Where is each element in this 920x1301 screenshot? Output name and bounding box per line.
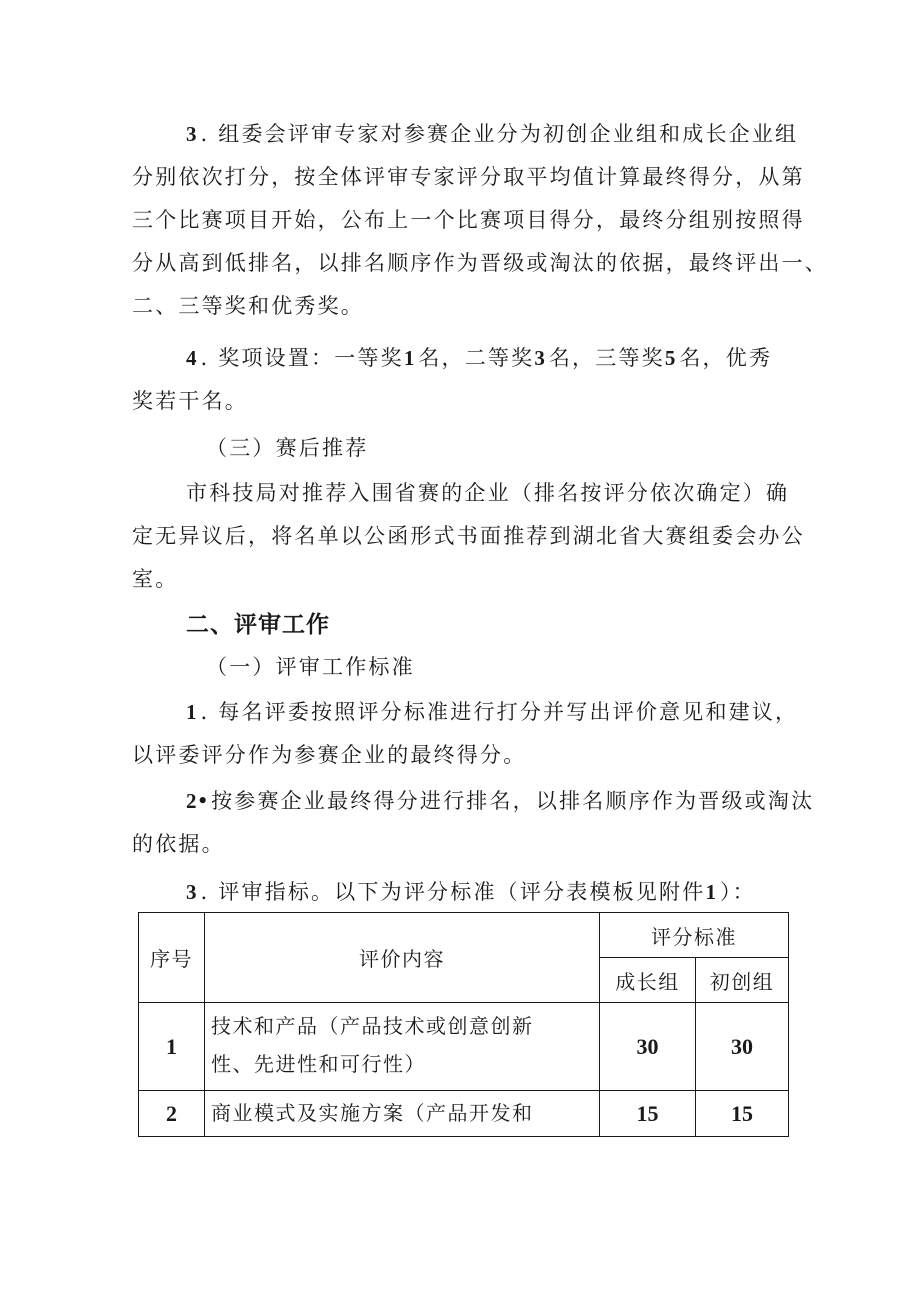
row-content: 技术和产品（产品技术或创意创新 性、先进性和可行性） [205, 1003, 600, 1091]
para-3-line-4: 分从高到低排名，以排名顺序作为晋级或淘汰的依据，最终评出一、 [132, 251, 828, 275]
header-startup: 初创组 [696, 958, 789, 1003]
para-3-line-2: 分别依次打分，按全体评审专家评分取平均值计算最终得分，从第 [132, 165, 805, 189]
recommend-line-2: 定无异议后，将名单以公函形式书面推荐到湖北省大赛组委会办公 [132, 524, 805, 548]
row-startup-score: 15 [696, 1091, 789, 1137]
para-4-line-2: 奖若干名。 [132, 389, 248, 413]
standard-3-line-1: 3 . 评审指标。以下为评分标准（评分表模板见附件1 ）： [186, 880, 756, 904]
row-growth-score: 30 [600, 1003, 696, 1091]
header-score: 评分标准 [600, 913, 789, 958]
header-growth: 成长组 [600, 958, 696, 1003]
row-no: 1 [139, 1003, 205, 1091]
standard-2-line-1: 2•按参赛企业最终得分进行排名，以排名顺序作为晋级或淘汰 [186, 789, 815, 813]
subheading-recommend: （三）赛后推荐 [206, 436, 369, 460]
table-row [139, 1003, 789, 1091]
subheading-standard: （一）评审工作标准 [206, 655, 415, 679]
header-no: 序号 [139, 913, 205, 1003]
scoring-table [138, 912, 789, 1137]
standard-1-line-1: 1 . 每名评委按照评分标准进行打分并写出评价意见和建议， [186, 700, 799, 724]
table-row [139, 1091, 789, 1137]
row-growth-score: 15 [600, 1091, 696, 1137]
row-content: 商业模式及实施方案（产品开发和 [205, 1091, 600, 1137]
para-3-line-3: 三个比赛项目开始，公布上一个比赛项目得分，最终分组别按照得 [132, 208, 805, 232]
recommend-line-1: 市科技局对推荐入围省赛的企业（排名按评分依次确定）确 [186, 481, 790, 505]
section-heading-review: 二、评审工作 [186, 612, 330, 638]
row-startup-score: 30 [696, 1003, 789, 1091]
standard-2-line-2: 的依据。 [132, 832, 225, 856]
header-content: 评价内容 [205, 913, 600, 1003]
recommend-line-3: 室。 [132, 567, 179, 591]
para-3-line-5: 二、三等奖和优秀奖。 [132, 294, 364, 318]
para-4-line-1: 4 . 奖项设置：一等奖1 名，二等奖3 名，三等奖5 名，优秀 [186, 346, 773, 370]
standard-1-line-2: 以评委评分作为参赛企业的最终得分。 [132, 743, 527, 767]
row-no: 2 [139, 1091, 205, 1137]
para-3-line-1: 3 . 组委会评审专家对参赛企业分为初创企业组和成长企业组 [186, 122, 799, 146]
